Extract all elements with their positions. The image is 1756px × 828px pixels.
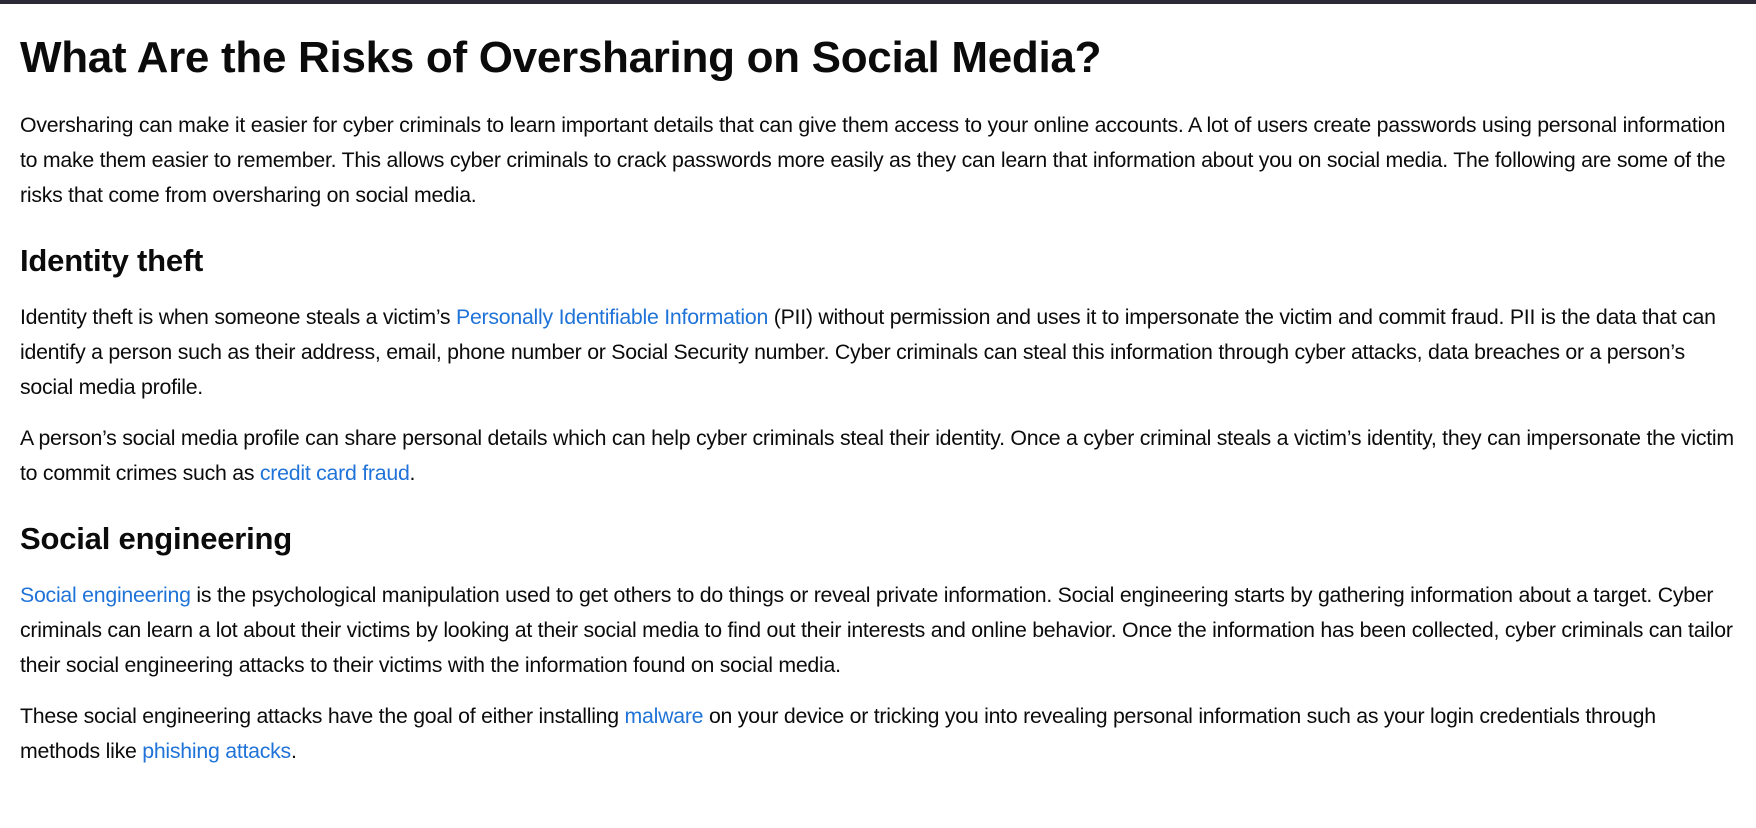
text: Identity theft is when someone steals a victim’s [20, 305, 456, 329]
identity-theft-paragraph-1 [20, 300, 1736, 405]
social-engineering-paragraph-1 [20, 578, 1736, 683]
text: . [409, 461, 416, 485]
link-phishing-attacks[interactable]: phishing attacks [142, 739, 291, 763]
browser-top-bar [0, 0, 1756, 4]
social-engineering-paragraph-2 [20, 699, 1736, 769]
link-pii[interactable]: Personally Identifiable Information [455, 305, 769, 329]
text: on your device or tricking you into revealing personal information such as your login credentials through methods like [20, 704, 1656, 763]
heading-social-engineering: Social engineering [20, 521, 293, 556]
heading-identity-theft: Identity theft [20, 243, 204, 278]
link-malware[interactable]: malware [624, 704, 704, 728]
text: (PII) without permission and uses it to impersonate the victim and commit fraud. PII is the data that can identify a person such as their address, email, phone number or Social Security number. Cyber criminals can steal this information through cyber attacks, data breaches or a person’s social media profile. [20, 305, 1716, 399]
identity-theft-paragraph-2 [20, 421, 1736, 491]
link-credit-card-fraud[interactable]: credit card fraud [259, 461, 410, 485]
text: A person’s social media profile can share personal details which can help cyber criminals steal their identity. Once a cyber criminal steals a victim’s identity, they can impersonate the victim to commit crimes such as [20, 426, 1734, 485]
text: These social engineering attacks have the goal of either installing [20, 704, 625, 728]
page-title: What Are the Risks of Oversharing on Social Media? [20, 33, 1102, 82]
text: . [290, 739, 297, 763]
intro-paragraph: Oversharing can make it easier for cyber criminals to learn important details that can give them access to your online accounts. A lot of users create passwords using personal information to make them easier to remember. This allows cyber criminals to crack passwords more easily as they can learn that information about you on social media. The following are some of the risks that come from oversharing on social media. [20, 113, 1726, 207]
text: is the psychological manipulation used to get others to do things or reveal private information. Social engineering starts by gathering information about a target. Cyber criminals can learn a lot about their victims by looking at their social media to find out their interests and online behavior. Once the information has been collected, cyber criminals can tailor their social engineering attacks to their victims with the information found on social media. [20, 583, 1733, 677]
link-social-engineering[interactable]: Social engineering [20, 583, 191, 607]
article [0, 26, 1756, 769]
